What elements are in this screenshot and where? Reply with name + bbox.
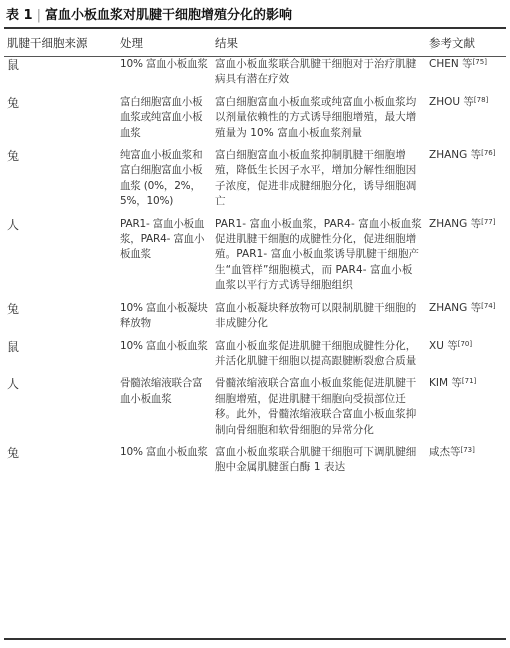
ref-number: [78] — [473, 95, 489, 104]
ref-number: [70] — [457, 339, 473, 348]
data-table — [4, 30, 506, 482]
caption-separator: | — [36, 8, 41, 23]
table-row — [4, 94, 506, 147]
ref-number: [76] — [481, 149, 496, 158]
cell-source: 兔 — [7, 95, 20, 110]
cell-source: 兔 — [7, 445, 20, 460]
table-row — [4, 375, 506, 444]
cell-treatment: 10% 富血小板凝块释放物 — [120, 301, 208, 330]
table-row — [4, 300, 506, 338]
ref-author: KIM 等 — [429, 377, 462, 390]
cell-source: 鼠 — [7, 58, 20, 72]
cell-source: 人 — [7, 217, 20, 232]
cell-reference — [426, 300, 506, 338]
cell-treatment: 富白细胞富血小板血浆或纯富血小板血浆 — [120, 95, 203, 139]
table-row — [4, 147, 506, 216]
table-caption — [6, 4, 504, 23]
cell-reference — [426, 338, 506, 376]
ref-number: [74] — [481, 301, 496, 310]
cell-reference — [426, 375, 506, 444]
cell-reference — [426, 444, 506, 482]
cell-source: 鼠 — [7, 339, 20, 354]
ref-number: [77] — [481, 217, 496, 226]
cell-result: PAR1- 富血小板血浆，PAR4- 富血小板血浆促进肌腱干细胞的成腱性分化，促进细胞增殖。PAR1- 富血小板血浆诱导肌腱干细胞产生“血管样”细胞模式，而 PAR4- 富血小板血浆以平行方式诱导细胞组织 — [215, 217, 422, 292]
cell-reference — [426, 216, 506, 300]
table-row — [4, 338, 506, 376]
cell-source: 人 — [7, 377, 20, 392]
ref-number: [73] — [460, 445, 475, 454]
cell-result: 富白细胞富血小板血浆抑制肌腱干细胞增殖，降低生长因子水平，增加分解性细胞因子浓度，促进非成腱细胞分化，诱导细胞凋亡 — [215, 149, 417, 208]
ref-author: ZHOU 等 — [429, 95, 474, 108]
cell-result: 富血小板血浆联合肌腱干细胞对于治疗肌腱病具有潜在疗效 — [215, 58, 417, 86]
cell-result: 骨髓浓缩液联合富血小板血浆能促进肌腱干细胞增殖，促进肌腱干细胞向受损部位迁移。此外，骨髓浓缩液联合富血小板血浆抑制向骨细胞和软骨细胞的异常分化 — [215, 377, 417, 436]
cell-reference — [426, 56, 506, 94]
ref-author: 咸杰等 — [429, 445, 461, 458]
ref-number: [75] — [472, 58, 487, 66]
cell-treatment: 纯富血小板血浆和富白细胞富血小板血浆 (0%，2%，5%，10%) — [120, 149, 203, 208]
cell-reference — [426, 147, 506, 216]
table-label: 表 1 — [6, 8, 33, 23]
bottom-rule — [4, 638, 506, 640]
header-reference: 参考文献 — [429, 36, 475, 50]
table-row — [4, 56, 506, 94]
top-rule — [4, 27, 506, 29]
cell-result: 富血小板血浆联合肌腱干细胞可下调肌腱细胞中金属肌腱蛋白酶 1 表达 — [215, 445, 417, 474]
cell-treatment: 10% 富血小板血浆 — [120, 445, 208, 458]
header-result: 结果 — [215, 36, 238, 50]
ref-author: ZHANG 等 — [429, 217, 482, 230]
header-source: 肌腱干细胞来源 — [7, 36, 88, 50]
ref-number: [71] — [461, 377, 477, 386]
table-title: 富血小板血浆对肌腱干细胞增殖分化的影响 — [44, 8, 292, 23]
cell-source: 兔 — [7, 301, 20, 316]
cell-result: 富血小板凝块释放物可以限制肌腱干细胞的非成腱分化 — [215, 301, 417, 330]
ref-author: ZHANG 等 — [429, 149, 482, 162]
cell-treatment: 10% 富血小板血浆 — [120, 58, 208, 70]
cell-treatment: 10% 富血小板血浆 — [120, 339, 208, 352]
header-treatment: 处理 — [120, 36, 143, 50]
cell-treatment: PAR1- 富血小板血浆，PAR4- 富血小板血浆 — [120, 217, 205, 261]
header-row — [4, 30, 506, 56]
cell-reference — [426, 94, 506, 147]
cell-treatment: 骨髓浓缩液联合富血小板血浆 — [120, 377, 203, 405]
table-row — [4, 216, 506, 300]
ref-author: ZHANG 等 — [429, 301, 482, 314]
ref-author: XU 等 — [429, 339, 458, 352]
cell-result: 富血小板血浆促进肌腱干细胞成腱性分化，并活化肌腱干细胞以提高跟腱断裂愈合质量 — [215, 339, 417, 367]
table-row — [4, 444, 506, 482]
cell-source: 兔 — [7, 149, 20, 164]
cell-result: 富白细胞富血小板血浆或纯富血小板血浆均以剂量依赖性的方式诱导细胞增殖，最大增殖量为 10% 富血小板血浆剂量 — [215, 95, 417, 139]
ref-author: CHEN 等 — [429, 58, 473, 70]
